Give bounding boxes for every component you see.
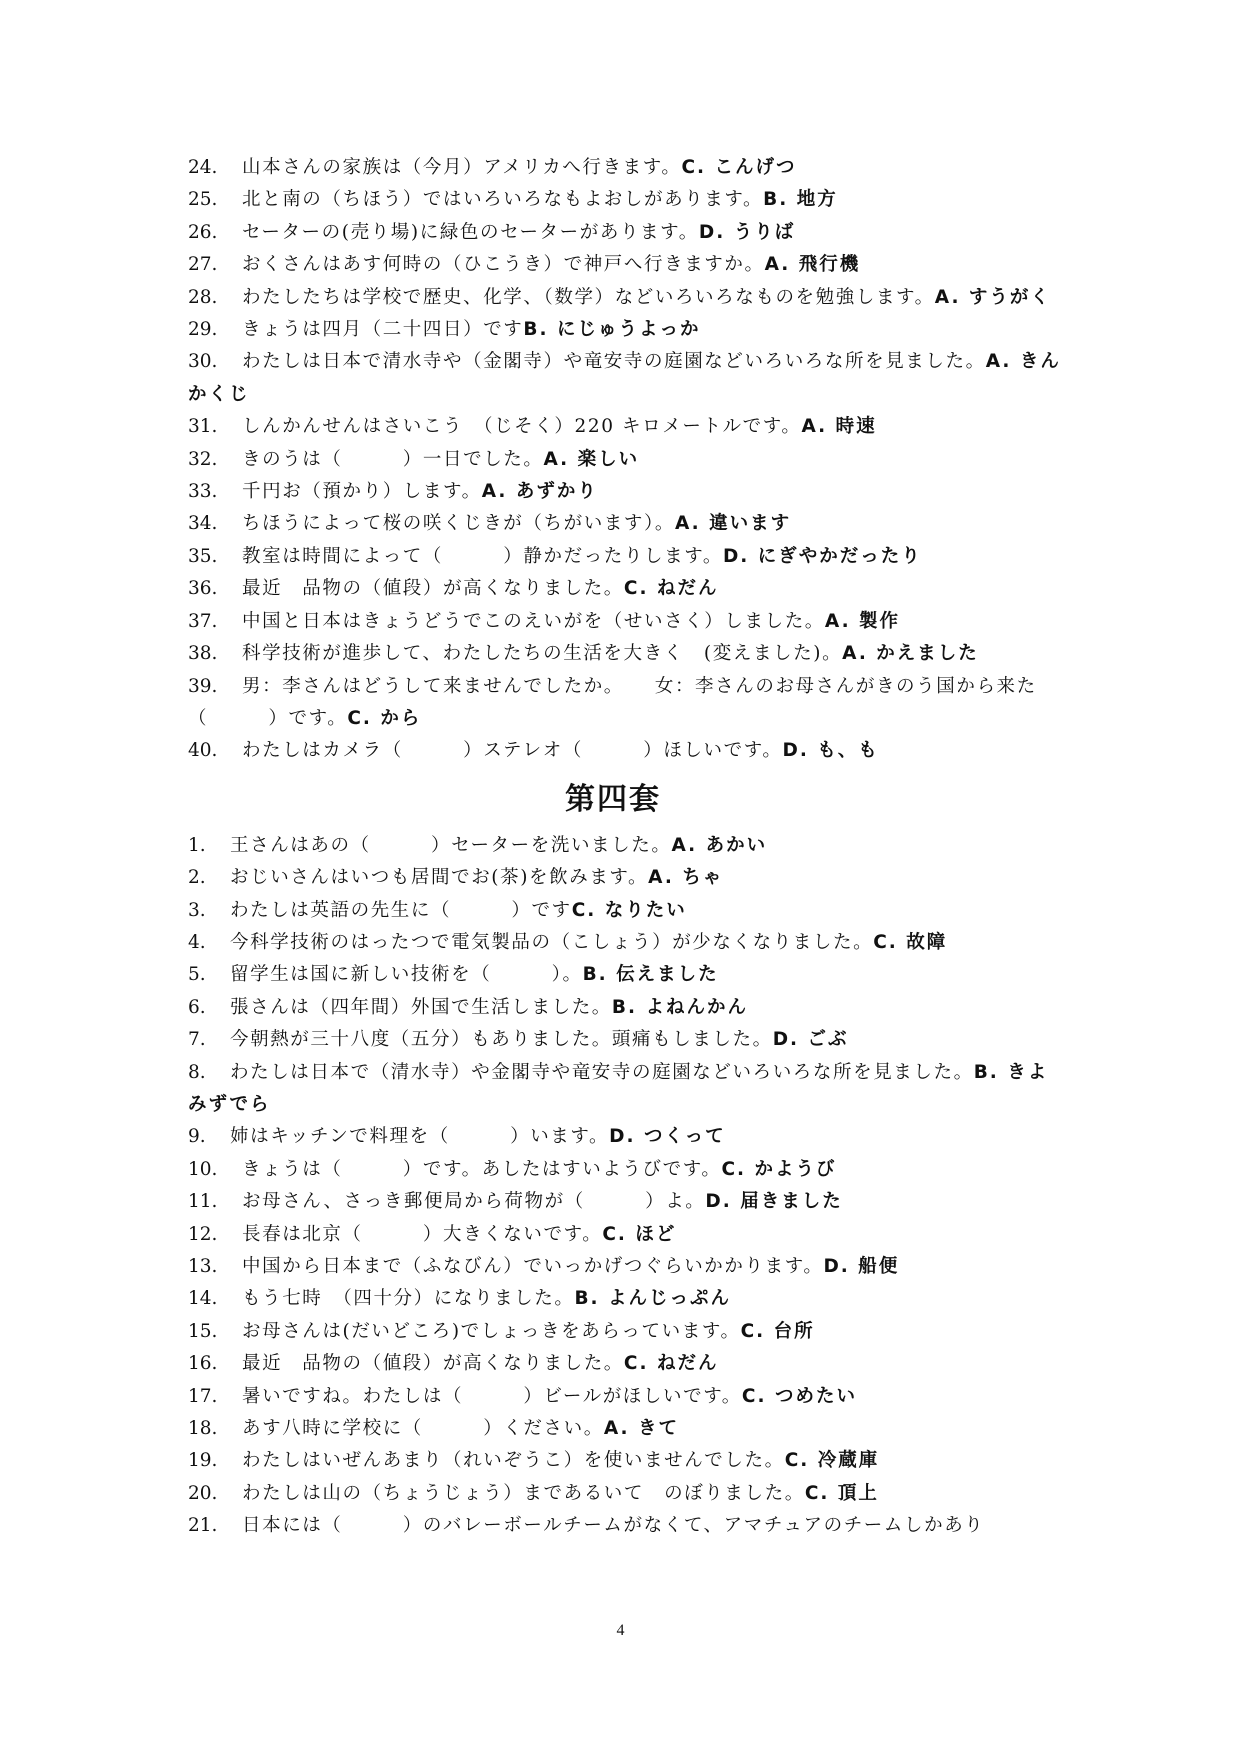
answer-text: C. ねだん xyxy=(623,1353,719,1375)
question-item xyxy=(188,184,1068,216)
question-number: 29. xyxy=(188,319,218,341)
question-list-section-4 xyxy=(188,830,1068,1543)
question-number: 31. xyxy=(188,416,218,438)
answer-text: A. 楽しい xyxy=(543,448,640,470)
answer-text: C. こんげつ xyxy=(681,157,797,178)
question-item xyxy=(188,671,1068,736)
question-item xyxy=(188,1219,1068,1251)
question-item xyxy=(188,927,1068,959)
page-number: 4 xyxy=(616,1622,625,1639)
question-text: お母さんは(だいどころ)でしょっきをあらっています。 xyxy=(242,1320,741,1342)
question-item xyxy=(188,1413,1068,1445)
question-item xyxy=(188,508,1068,540)
question-item xyxy=(188,638,1068,670)
answer-text: C. なりたい xyxy=(571,899,687,921)
question-number: 1. xyxy=(188,834,206,856)
question-number: 25. xyxy=(188,189,218,211)
question-item xyxy=(188,992,1068,1024)
question-number: 37. xyxy=(188,610,218,632)
question-text: 科学技術が進歩して、わたしたちの生活を大きく (変えました)。 xyxy=(242,643,843,665)
question-text: 男：李さんはどうして来ませんでしたか。 女：李さんのお母さんがきのう国から来た（ ）です。 xyxy=(188,675,1037,729)
question-item xyxy=(188,735,1068,767)
question-number: 10. xyxy=(188,1158,218,1180)
answer-text: A. ちゃ xyxy=(648,867,724,889)
question-text: 日本には（ ）のバレーボールチームがなくて、アマチュアのチームしかあり xyxy=(242,1515,985,1537)
answer-text: A. きて xyxy=(603,1418,679,1440)
question-item xyxy=(188,1445,1068,1477)
question-text: おじいさんはいつも居間でお(茶)を飲みます。 xyxy=(230,867,649,889)
answer-text: B. きよみずでら xyxy=(188,1061,1049,1115)
question-text: 留学生は国に新しい技術を（ ）。 xyxy=(230,964,583,986)
answer-text: B. 地方 xyxy=(763,189,838,211)
question-text: 今朝熱が三十八度（五分）もありました。頭痛もしました。 xyxy=(230,1029,773,1051)
answer-text: B. にじゅうよっか xyxy=(523,319,701,341)
question-list-section-3 xyxy=(188,152,1068,768)
question-number: 12. xyxy=(188,1223,218,1245)
question-number: 27. xyxy=(188,254,218,276)
answer-text: A. 製作 xyxy=(824,610,901,632)
answer-text: D. 届きました xyxy=(705,1191,843,1213)
question-text: 張さんは（四年間）外国で生活しました。 xyxy=(230,996,612,1018)
question-number: 4. xyxy=(188,931,206,953)
question-number: 13. xyxy=(188,1256,218,1277)
question-item xyxy=(188,346,1068,411)
question-number: 24. xyxy=(188,157,218,178)
question-item xyxy=(188,1348,1068,1380)
answer-text: A. 時速 xyxy=(801,416,877,438)
question-item xyxy=(188,830,1068,862)
question-number: 11. xyxy=(188,1191,218,1213)
question-item xyxy=(188,1121,1068,1153)
question-item xyxy=(188,1154,1068,1186)
question-number: 7. xyxy=(188,1029,206,1051)
question-text: 教室は時間によって（ ）静かだったりします。 xyxy=(242,545,723,567)
question-text: 今科学技術のはったつで電気製品の（こしょう）が少なくなりました。 xyxy=(230,931,874,953)
question-number: 30. xyxy=(188,351,218,373)
question-item xyxy=(188,1024,1068,1056)
question-number: 28. xyxy=(188,286,218,308)
page-content xyxy=(188,152,1068,1543)
question-item xyxy=(188,541,1068,573)
question-text: 中国と日本はきょうどうでこのえいがを（せいさく）しました。 xyxy=(242,610,825,632)
answer-text: A. あかい xyxy=(671,834,768,856)
question-item xyxy=(188,282,1068,314)
question-text: わたしはいぜんあまり（れいぞうこ）を使いませんでした。 xyxy=(242,1450,785,1472)
question-number: 36. xyxy=(188,578,218,600)
answer-text: C. 冷蔵庫 xyxy=(784,1450,880,1472)
answer-text: C. つめたい xyxy=(741,1385,857,1407)
question-item xyxy=(188,1057,1068,1122)
answer-text: A. 飛行機 xyxy=(764,254,861,276)
answer-text: B. よんじっぷん xyxy=(574,1288,732,1310)
question-text: きょうは（ ）です。あしたはすいようびです。 xyxy=(242,1158,722,1180)
question-text: わたしは山の（ちょうじょう）まであるいて のぼりました。 xyxy=(242,1482,805,1504)
question-number: 26. xyxy=(188,221,218,243)
question-number: 6. xyxy=(188,996,206,1018)
question-item xyxy=(188,411,1068,443)
question-number: 8. xyxy=(188,1061,206,1083)
question-number: 20. xyxy=(188,1482,218,1504)
question-number: 21. xyxy=(188,1515,218,1537)
question-text: 王さんはあの（ ）セーターを洗いました。 xyxy=(230,834,672,856)
question-text: きょうは四月（二十四日）です xyxy=(242,319,524,341)
question-text: 姉はキッチンで料理を（ ）います。 xyxy=(230,1126,610,1148)
question-item xyxy=(188,1251,1068,1283)
answer-text: C. から xyxy=(347,707,422,729)
answer-text: C. 頂上 xyxy=(804,1482,879,1504)
question-text: わたしはカメラ（ ）ステレオ（ ）ほしいです。 xyxy=(242,740,783,762)
question-text: 長春は北京（ ）大きくないです。 xyxy=(242,1223,603,1245)
question-text: きのうは（ ）一日でした。 xyxy=(242,448,544,470)
question-item xyxy=(188,314,1068,346)
question-item xyxy=(188,152,1068,184)
question-text: わたしは英語の先生に（ ）です xyxy=(230,899,572,921)
question-number: 35. xyxy=(188,545,218,567)
answer-text: A. すうがく xyxy=(934,286,1051,308)
question-number: 39. xyxy=(188,675,218,697)
question-item xyxy=(188,1381,1068,1413)
question-item xyxy=(188,1316,1068,1348)
question-number: 32. xyxy=(188,448,218,470)
question-text: わたしは日本で清水寺や（金閣寺）や竜安寺の庭園などいろいろな所を見ました。 xyxy=(242,351,986,373)
question-item xyxy=(188,476,1068,508)
answer-text: A. 違います xyxy=(674,513,792,535)
question-item xyxy=(188,1478,1068,1510)
question-text: 最近 品物の（値段）が高くなりました。 xyxy=(242,578,624,600)
answer-text: D. ごぶ xyxy=(772,1029,849,1051)
question-text: セーターの(売り場)に緑色のセーターがあります。 xyxy=(242,221,699,243)
answer-text: C. 台所 xyxy=(740,1320,815,1342)
answer-text: B. 伝えました xyxy=(582,964,719,986)
question-number: 38. xyxy=(188,643,218,665)
question-item xyxy=(188,1283,1068,1315)
question-text: 北と南の（ちほう）ではいろいろなもよおしがあります。 xyxy=(242,189,764,211)
question-number: 14. xyxy=(188,1288,218,1310)
question-number: 16. xyxy=(188,1353,218,1375)
question-text: お母さん、さっき郵便局から荷物が（ ）よ。 xyxy=(242,1191,706,1213)
question-text: ちほうによって桜の咲くじきが（ちがいます）。 xyxy=(242,513,675,535)
question-text: 最近 品物の（値段）が高くなりました。 xyxy=(242,1353,624,1375)
question-number: 33. xyxy=(188,481,218,503)
question-number: 9. xyxy=(188,1126,206,1148)
answer-text: A. かえました xyxy=(842,643,979,665)
question-item xyxy=(188,217,1068,249)
question-number: 3. xyxy=(188,899,206,921)
question-item xyxy=(188,959,1068,991)
question-item xyxy=(188,249,1068,281)
question-text: しんかんせんはさいこう （じそく）220 キロメートルです。 xyxy=(242,416,802,438)
question-number: 40. xyxy=(188,740,218,762)
question-item xyxy=(188,444,1068,476)
answer-text: C. ねだん xyxy=(623,578,719,600)
question-text: わたしは日本で（清水寺）や金閣寺や竜安寺の庭園などいろいろな所を見ました。 xyxy=(230,1061,974,1083)
answer-text: D. も、も xyxy=(782,740,879,762)
answer-text: D. うりば xyxy=(698,221,796,243)
question-item xyxy=(188,606,1068,638)
answer-text: C. 故障 xyxy=(873,931,948,953)
section-title: 第四套 xyxy=(565,781,661,817)
answer-text: A. あずかり xyxy=(481,481,598,503)
question-text: わたしたちは学校で歴史、化学、（数学）などいろいろなものを勉強します。 xyxy=(242,286,935,308)
question-text: 暑いですね。わたしは（ ）ビールがほしいです。 xyxy=(242,1385,742,1407)
question-item xyxy=(188,1186,1068,1218)
question-text: おくさんはあす何時の（ひこうき）で神戸へ行きますか。 xyxy=(242,254,765,276)
question-item xyxy=(188,862,1068,894)
question-item xyxy=(188,1510,1068,1542)
question-item xyxy=(188,573,1068,605)
question-number: 18. xyxy=(188,1418,218,1440)
question-text: もう七時 （四十分）になりました。 xyxy=(242,1288,575,1310)
answer-text: C. かようび xyxy=(721,1158,837,1180)
answer-text: C. ほど xyxy=(602,1223,677,1245)
answer-text: A. きんかくじ xyxy=(188,351,1061,405)
question-text: 山本さんの家族は（今月）アメリカへ行きます。 xyxy=(242,157,682,178)
question-number: 34. xyxy=(188,513,218,535)
question-number: 17. xyxy=(188,1385,218,1407)
answer-text: D. にぎやかだったり xyxy=(722,545,922,567)
question-text: あす八時に学校に（ ）ください。 xyxy=(242,1418,604,1440)
question-item xyxy=(188,895,1068,927)
answer-text: D. 船便 xyxy=(823,1256,900,1277)
question-number: 19. xyxy=(188,1450,218,1472)
question-number: 15. xyxy=(188,1320,218,1342)
answer-text: D. つくって xyxy=(609,1126,726,1148)
question-number: 2. xyxy=(188,867,206,889)
answer-text: B. よねんかん xyxy=(611,996,748,1018)
question-number: 5. xyxy=(188,964,206,986)
question-text: 中国から日本まで（ふなびん）でいっかげつぐらいかかります。 xyxy=(242,1256,824,1277)
question-text: 千円お（預かり）します。 xyxy=(242,481,482,503)
